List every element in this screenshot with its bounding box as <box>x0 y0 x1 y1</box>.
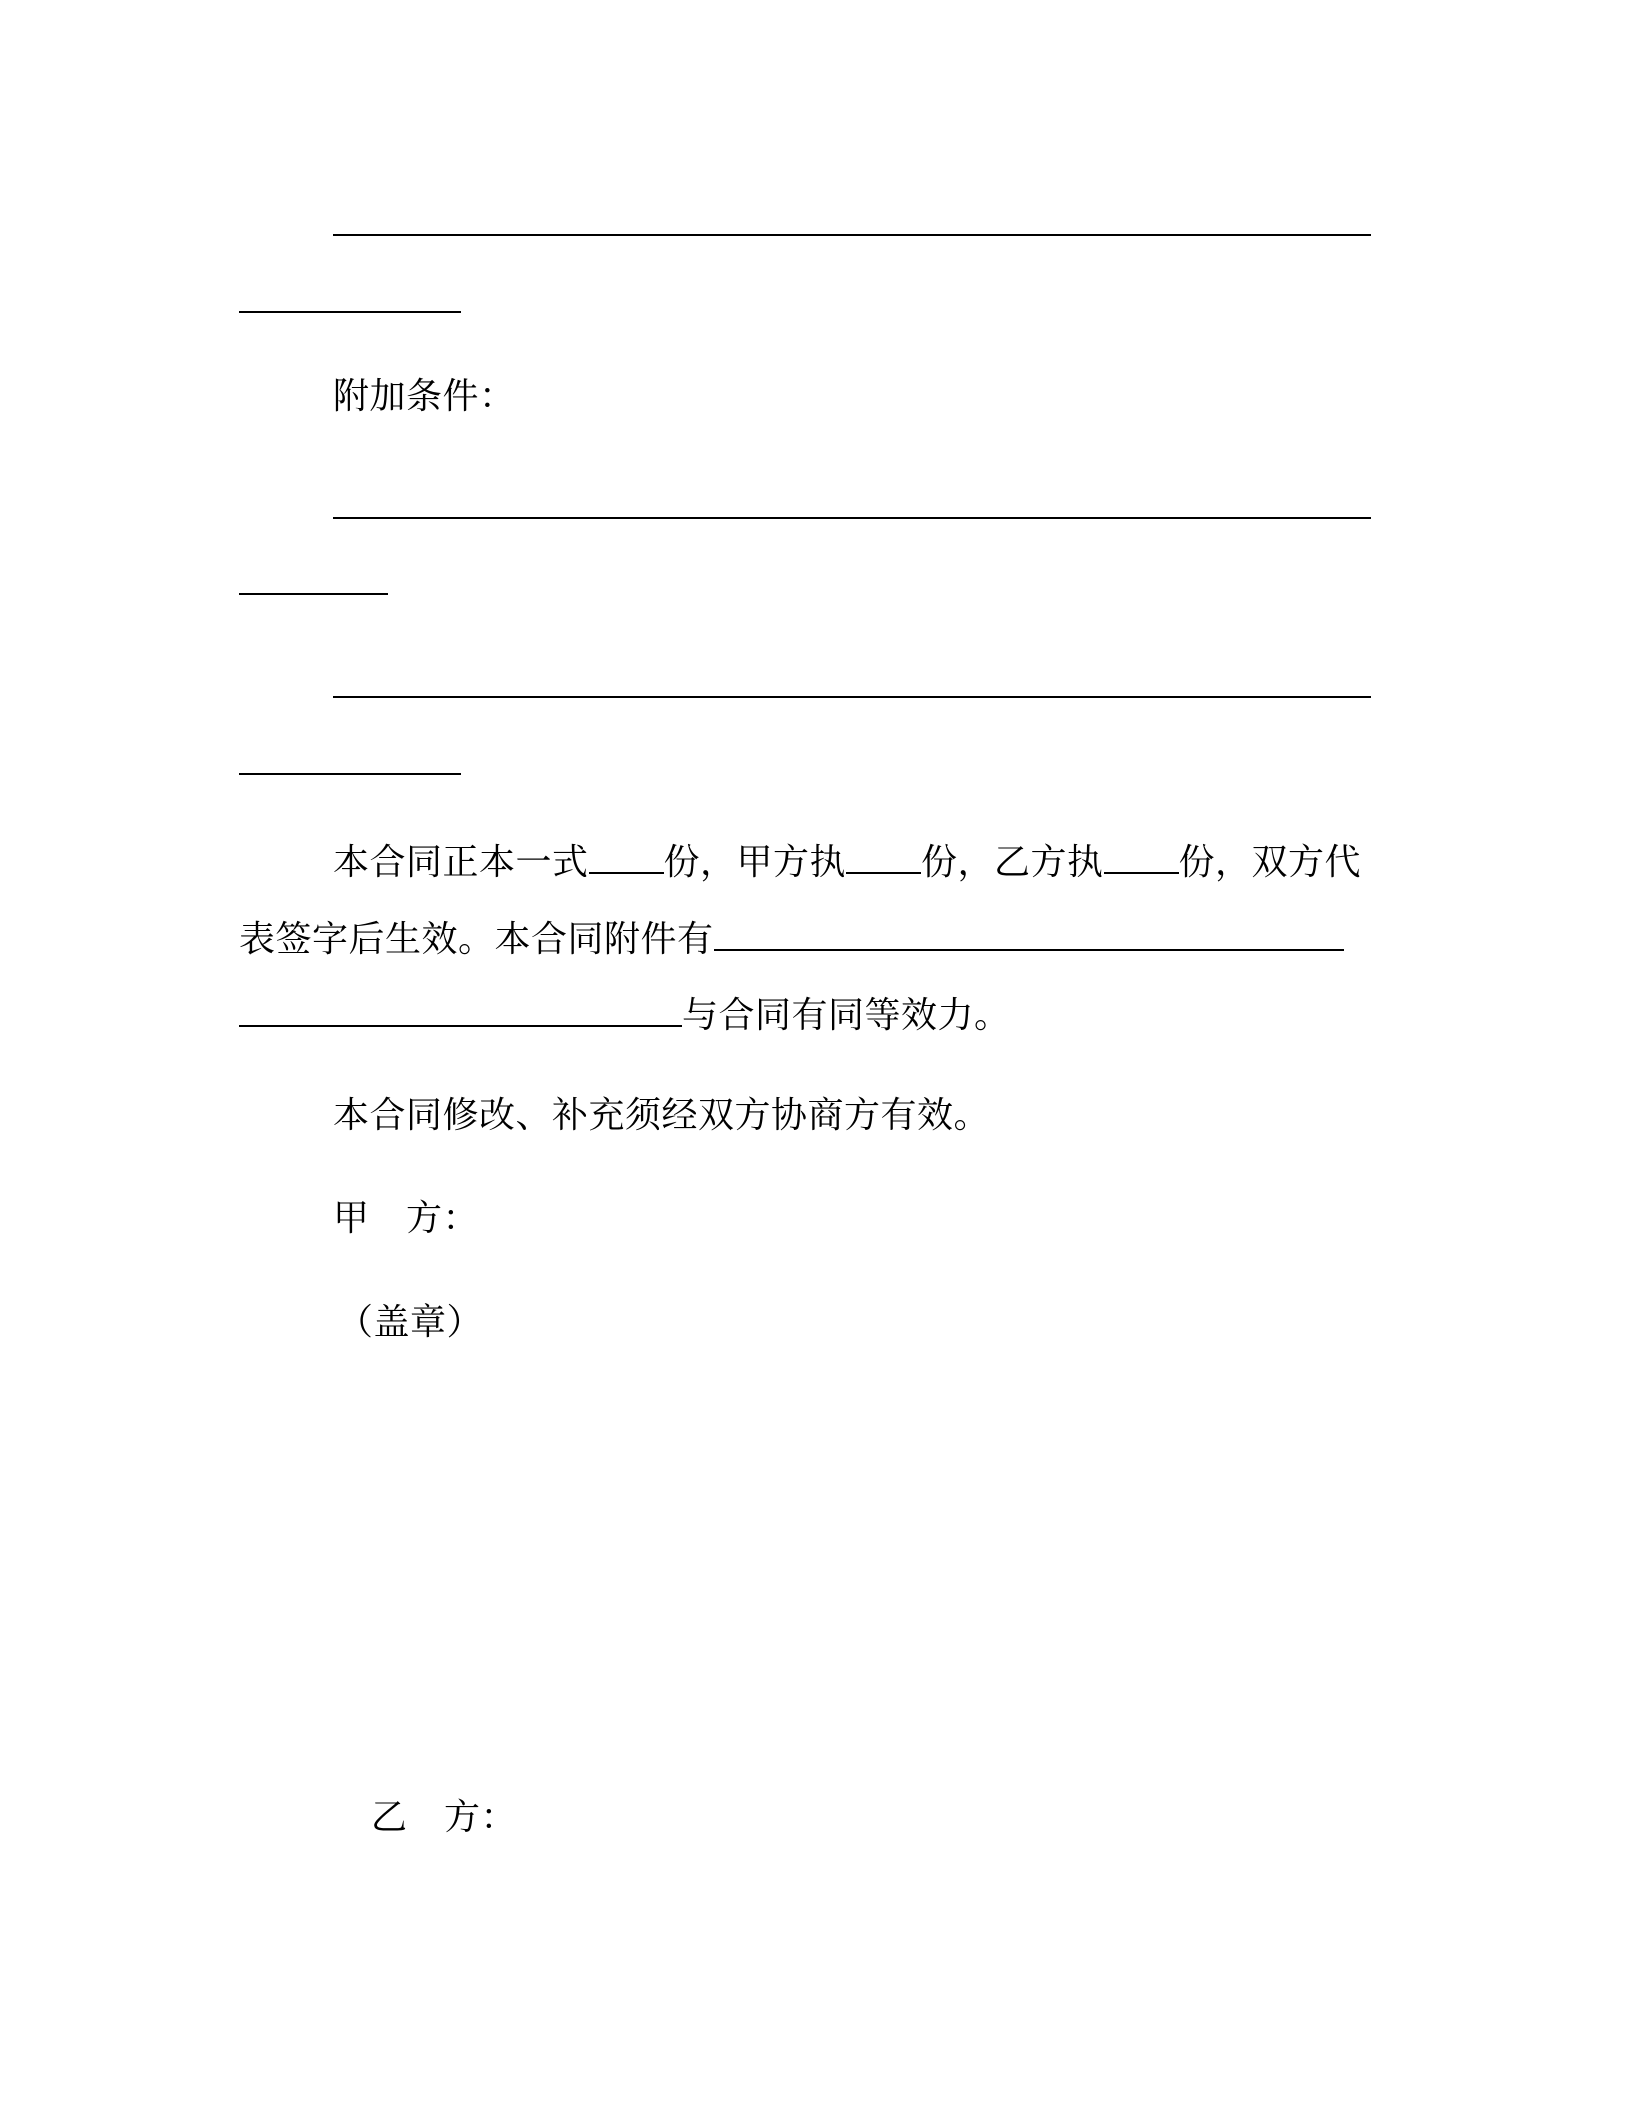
copies-party-a-blank[interactable] <box>846 838 921 874</box>
copies-party-b-blank[interactable] <box>1104 838 1179 874</box>
blank-line <box>333 696 1371 698</box>
seal-label: （盖章） <box>337 1302 484 1343</box>
copies-clause-line1 <box>333 838 1361 885</box>
additional-conditions-label: 附加条件： <box>333 376 516 417</box>
attachments-blank-continued[interactable] <box>239 991 682 1027</box>
copies-line2-text: 表签字后生效。本合同附件有 <box>239 919 714 960</box>
blank-line <box>239 773 461 775</box>
copies-text-2: 份，甲方执 <box>663 842 847 883</box>
party-a-label: 甲 方： <box>333 1198 480 1239</box>
attachments-blank[interactable] <box>714 915 1344 951</box>
amendment-clause: 本合同修改、补充须经双方协商方有效。 <box>333 1095 991 1136</box>
copies-text-3: 份，乙方执 <box>921 842 1104 883</box>
copies-text-1: 本合同正本一式 <box>333 842 589 883</box>
blank-line <box>239 593 388 595</box>
copies-line3-text: 与合同有同等效力。 <box>682 995 1011 1036</box>
copies-clause-line3 <box>239 991 1011 1038</box>
party-b-label: 乙 方： <box>371 1797 518 1838</box>
blank-line <box>239 311 461 313</box>
blank-line <box>333 234 1371 236</box>
copies-total-blank[interactable] <box>589 838 664 874</box>
copies-clause-line2 <box>239 915 1344 962</box>
copies-text-4: 份，双方代 <box>1178 842 1362 883</box>
blank-line <box>333 517 1371 519</box>
